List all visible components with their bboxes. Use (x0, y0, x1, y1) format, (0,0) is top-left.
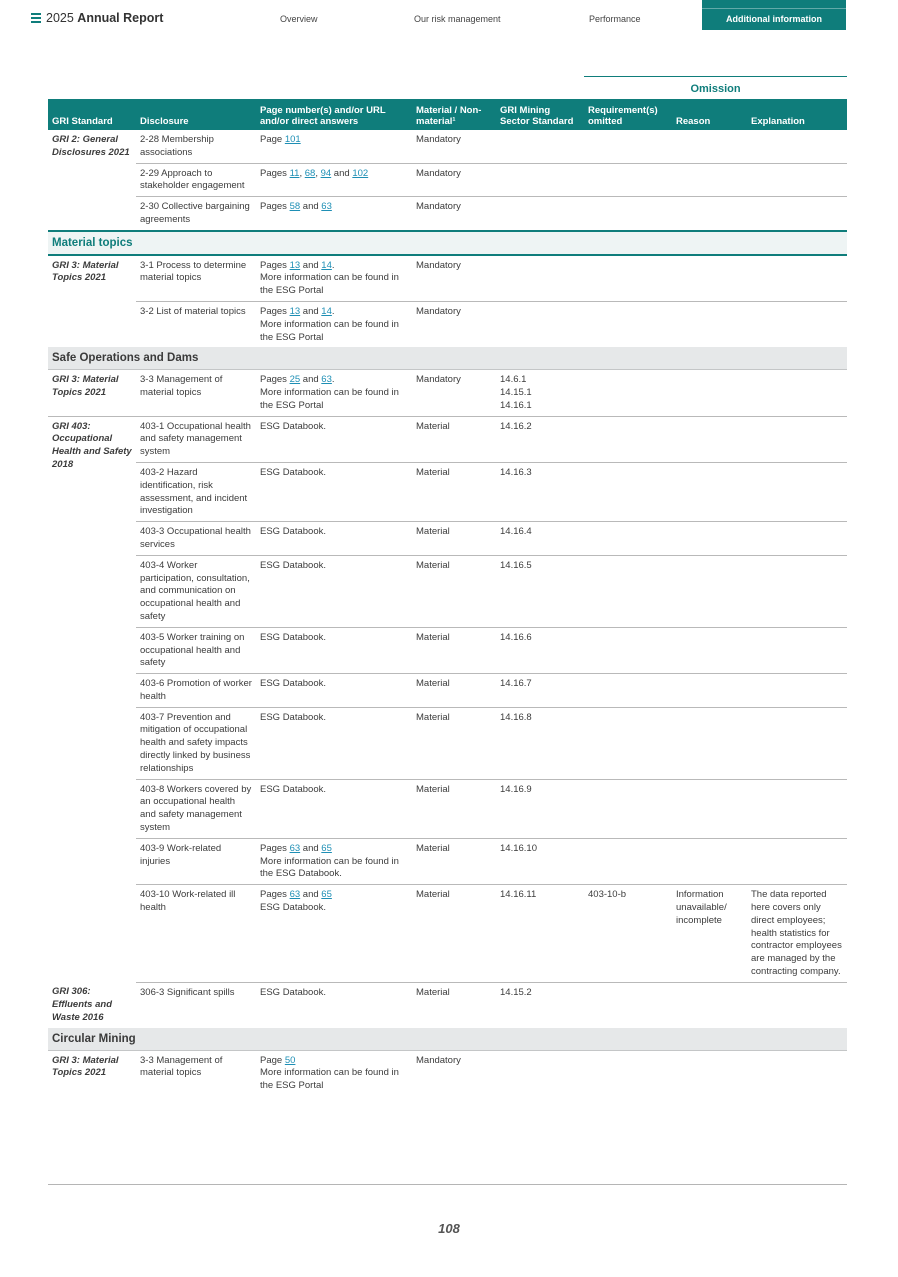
and-text: and (300, 259, 322, 271)
page-cell: ESG Databook. (256, 522, 412, 556)
table-row (48, 301, 847, 347)
mining-ref: 14.6.1 (500, 374, 527, 386)
page-cell (256, 197, 412, 231)
material-cell: Material (412, 838, 496, 884)
col-mining-standard: GRI Mining Sector Standard (496, 99, 584, 130)
page-cell (256, 130, 412, 163)
disclosure-cell: 2-28 Membership associations (136, 130, 256, 163)
page-prefix: Pages (260, 201, 290, 213)
table-row (48, 707, 847, 779)
page-link[interactable]: 14 (321, 305, 332, 317)
page-link[interactable]: 58 (289, 201, 301, 213)
page-link[interactable]: 13 (289, 305, 301, 317)
and-text: and (331, 167, 353, 179)
mining-standard-cell: 14.16.2 (496, 416, 584, 462)
material-cell: Mandatory (416, 1054, 461, 1066)
disclosure-cell: 403-8 Workers covered by an occupational health and safety management system (136, 779, 256, 838)
mining-ref: 14.15.1 (500, 386, 532, 398)
disclosure-cell: 403-1 Occupational health and safety management system (136, 416, 256, 462)
more-info-text: More information can be found in the ESG Portal (260, 318, 399, 343)
disclosure-cell: 403-5 Worker training on occupational health and safety (136, 627, 256, 673)
report-title[interactable] (46, 11, 163, 25)
page-cell (256, 1050, 412, 1096)
page-cell (256, 838, 412, 884)
page-cell: ESG Databook. (256, 416, 412, 462)
page-cell: ESG Databook. (256, 555, 412, 627)
disclosure-cell: 403-7 Prevention and mitigation of occupational health and safety impacts directly linked by business relationships (136, 707, 256, 779)
omission-group-header (584, 76, 847, 99)
disclosure-cell: 403-9 Work-related injuries (136, 838, 256, 884)
material-cell: Mandatory (412, 163, 496, 197)
table-row (48, 779, 847, 838)
page-link[interactable]: 101 (284, 134, 301, 145)
material-cell: Material (412, 885, 496, 983)
table-row (48, 370, 847, 416)
and-text: and (300, 889, 322, 901)
material-cell: Material (412, 627, 496, 673)
page-prefix: Pages (260, 259, 290, 271)
page-prefix: Pages (260, 305, 290, 317)
col-explanation: Explanation (747, 99, 847, 130)
material-cell: Material (416, 986, 450, 998)
col-reason: Reason (672, 99, 747, 130)
page-link[interactable]: 68 (304, 167, 316, 179)
report-year: 2025 (46, 11, 74, 25)
disclosure-cell: 3-1 Process to determine material topics (136, 255, 256, 302)
more-info-text: More information can be found in the ESG Portal (260, 386, 399, 411)
mining-standard-cell: 14.16.11 (496, 885, 584, 983)
gri-standard-cell: GRI 3: Material Topics 2021 (52, 259, 119, 284)
and-text: and (300, 305, 322, 317)
hamburger-menu-icon[interactable] (31, 13, 41, 23)
page-cell: Pages 11, 68, 94 and 102 (256, 163, 412, 197)
section-title-safe-operations: Safe Operations and Dams (48, 347, 847, 369)
page-cell: ESG Databook. (256, 707, 412, 779)
section-row (48, 347, 847, 369)
report-name: Annual Report (77, 11, 164, 25)
page-prefix: Pages (260, 374, 290, 386)
material-cell: Mandatory (412, 130, 496, 163)
table-row (48, 163, 847, 197)
section-row (48, 1028, 847, 1050)
gri-standard-cell: GRI 3: Material Topics 2021 (52, 1054, 119, 1079)
col-gri-standard: GRI Standard (48, 99, 136, 130)
more-info-text: More information can be found in the ESG Portal (260, 1067, 399, 1092)
page-link[interactable]: 63 (289, 889, 301, 901)
footer-divider (48, 1184, 847, 1185)
disclosure-cell: 2-29 Approach to stakeholder engagement (136, 163, 256, 197)
page-prefix: Page (260, 1054, 285, 1066)
page-link[interactable]: 11 (289, 167, 300, 179)
table-row (48, 627, 847, 673)
table-row (48, 462, 847, 521)
mining-standard-cell (496, 370, 584, 416)
disclosure-cell: 403-4 Worker participation, consultation, and communication on occupational health and safety (136, 555, 256, 627)
tab-overview[interactable]: Overview (280, 14, 318, 24)
disclosure-cell: 3-3 Management of material topics (136, 370, 256, 416)
page-link[interactable]: 65 (321, 889, 332, 901)
disclosure-cell: 3-2 List of material topics (140, 305, 246, 317)
section-title-material-topics: Material topics (48, 231, 847, 255)
page-link[interactable]: 63 (289, 842, 301, 854)
tab-performance[interactable]: Performance (589, 14, 641, 24)
section-title-circular-mining: Circular Mining (48, 1028, 847, 1050)
and-text: and (300, 842, 322, 854)
omission-label: Omission (690, 83, 741, 95)
table-row (48, 674, 847, 708)
table-row (48, 1050, 847, 1096)
disclosure-cell: 306-3 Significant spills (140, 986, 235, 998)
disclosure-cell: 403-2 Hazard identification, risk assessment, and incident investigation (136, 462, 256, 521)
page-cell: Pages 25 and 63. More information can be found in the ESG Portal (256, 370, 412, 416)
col-disclosure: Disclosure (136, 99, 256, 130)
gri-content-index-table (48, 99, 847, 1096)
tab-risk-management[interactable]: Our risk management (414, 14, 501, 24)
more-info-text: More information can be found in the ESG Portal (260, 272, 399, 297)
mining-standard-cell: 14.16.4 (496, 522, 584, 556)
page-cell: Pages 13 and 14. More information can be found in the ESG Portal (260, 305, 399, 343)
table-row (48, 522, 847, 556)
top-navigation (0, 0, 898, 30)
material-cell: Mandatory (416, 305, 461, 317)
gri-standard-cell: GRI 2: General Disclosures 2021 (52, 134, 130, 158)
reason-cell: Information unavailable/ incomplete (672, 885, 747, 983)
disclosure-cell: 2-30 Collective bargaining agreements (136, 197, 256, 231)
table-row (48, 130, 847, 163)
table-row (48, 885, 847, 983)
page-link[interactable]: 102 (352, 167, 369, 179)
and-text: and (300, 201, 322, 213)
page-link[interactable]: 25 (289, 374, 301, 386)
page-prefix: Pages (260, 889, 290, 901)
table-row (48, 416, 847, 462)
material-cell: Material (412, 555, 496, 627)
disclosure-cell: 403-6 Promotion of worker health (136, 674, 256, 708)
requirement-omitted-cell: 403-10-b (584, 885, 672, 983)
gri-standard-cell: GRI 306: Effluents and Waste 2016 (52, 986, 112, 1023)
mining-standard-cell: 14.16.6 (496, 627, 584, 673)
table-row (48, 555, 847, 627)
page-number: 108 (438, 1221, 460, 1236)
tab-additional-information[interactable]: Additional information (702, 0, 846, 30)
mining-standard-cell: 14.16.3 (496, 462, 584, 521)
page-cell: ESG Databook. (260, 986, 327, 998)
material-cell: Material (412, 707, 496, 779)
page-link[interactable]: 50 (284, 1054, 296, 1066)
table-row (48, 982, 847, 1027)
section-row (48, 231, 847, 255)
material-cell: Mandatory (412, 197, 496, 231)
material-cell: Material (412, 779, 496, 838)
page-link[interactable]: 65 (321, 842, 332, 854)
gri-standard-cell: GRI 3: Material Topics 2021 (48, 370, 136, 416)
page-cell (256, 885, 412, 983)
page-link[interactable]: 14 (321, 259, 332, 271)
page-cell: ESG Databook. (256, 627, 412, 673)
material-cell: Mandatory (412, 255, 496, 302)
table-header-row (48, 99, 847, 130)
disclosure-cell: 403-10 Work-related ill health (136, 885, 256, 983)
disclosure-cell: 3-3 Management of material topics (140, 1054, 223, 1079)
material-cell: Material (412, 416, 496, 462)
table-row (48, 838, 847, 884)
more-info-text: More information can be found in the ESG Databook. (260, 855, 399, 880)
mining-standard-cell: 14.15.2 (500, 986, 532, 998)
col-material: Material / Non-material¹ (412, 99, 496, 130)
col-requirements-omitted: Requirement(s) omitted (584, 99, 672, 130)
page-cell: ESG Databook. (256, 462, 412, 521)
page-link[interactable]: 63 (321, 201, 332, 213)
mining-standard-cell: 14.16.10 (496, 838, 584, 884)
page-link[interactable]: 13 (289, 259, 301, 271)
page-link[interactable]: 63 (321, 374, 332, 386)
gri-standard-cell: GRI 403: Occupational Health and Safety 2018 (52, 420, 132, 470)
page-prefix: Page (260, 134, 285, 145)
mining-standard-cell: 14.16.9 (496, 779, 584, 838)
material-cell: Material (412, 462, 496, 521)
more-info-text: ESG Databook. (260, 902, 327, 914)
mining-standard-cell: 14.16.5 (496, 555, 584, 627)
material-cell: Mandatory (412, 370, 496, 416)
page-prefix: Pages (260, 842, 290, 854)
material-cell: Material (412, 522, 496, 556)
page-prefix: Pages (260, 167, 290, 179)
table-row (48, 255, 847, 302)
page-cell: ESG Databook. (256, 674, 412, 708)
material-cell: Material (412, 674, 496, 708)
page-cell: Pages 13 and 14. More information can be found in the ESG Portal (256, 255, 412, 302)
page-link[interactable]: 94 (320, 167, 332, 179)
page-cell: ESG Databook. (256, 779, 412, 838)
table-row (48, 197, 847, 231)
and-text: and (300, 374, 322, 386)
col-page-numbers: Page number(s) and/or URL and/or direct answers (256, 99, 412, 130)
mining-standard-cell: 14.16.7 (496, 674, 584, 708)
mining-ref: 14.16.1 (500, 399, 532, 411)
explanation-cell: The data reported here covers only direct employees; health statistics for contractor employees are managed by the contracting company. (747, 885, 847, 983)
disclosure-cell: 403-3 Occupational health services (136, 522, 256, 556)
mining-standard-cell: 14.16.8 (496, 707, 584, 779)
